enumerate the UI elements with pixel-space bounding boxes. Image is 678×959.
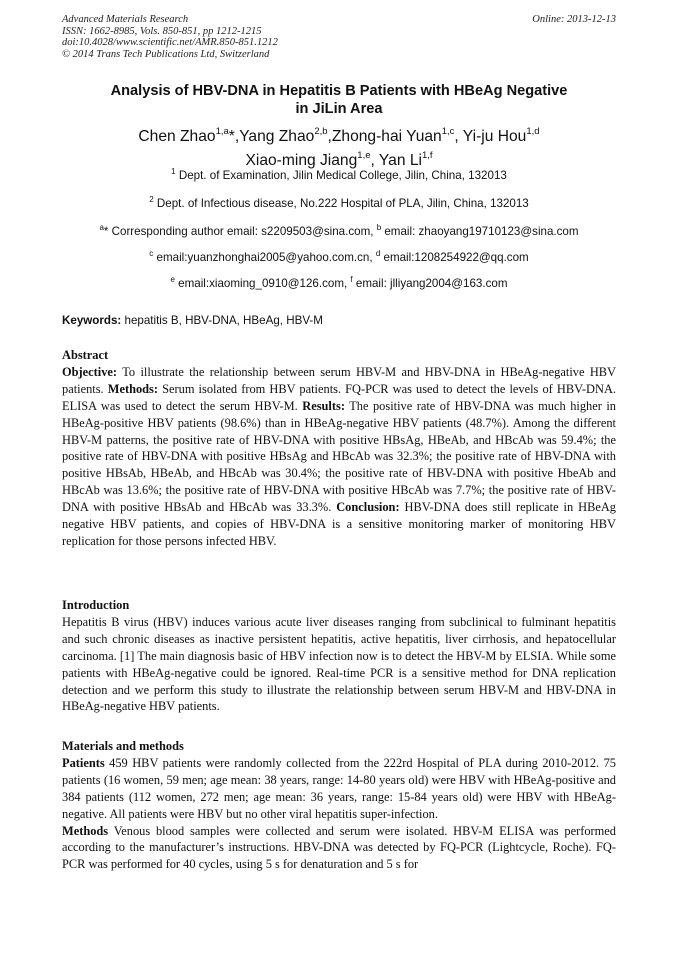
keywords-text: hepatitis B, HBV-DNA, HBeAg, HBV-M [121, 314, 323, 327]
abstract-heading: Abstract [62, 348, 109, 362]
email-text: email:yuanzhonghai2005@yahoo.com.cn, [153, 250, 376, 264]
journal-name: Advanced Materials Research [62, 14, 189, 25]
patients-text: 459 HBV patients were randomly collected from the 222rd Hospital of PLA during 2010-2012. 75 patients (16 women, 59 men; age mean: 38 years, range: 14-80 years old) were HBV with HBeAg-positive and 384 patients (112 women, 272 men; age mean: 36 years, range: 15-84 years old) were HBV with HBeAg-negative. All patients were HBV but no other viral hepatitis super-infection. [62, 755, 616, 821]
abstract-section [62, 347, 616, 550]
author-line-1 [62, 123, 616, 147]
author-name: Xiao-ming Jiang [245, 151, 358, 169]
objective-label: Objective: [62, 364, 118, 379]
journal-doi: doi:10.4028/www.scientific.net/AMR.850-851.1212 [62, 37, 278, 49]
aff-text: Dept. of Examination, Jilin Medical College, Jilin, China, 132013 [175, 168, 507, 182]
patients-label: Patients [62, 755, 105, 770]
aff-text: Dept. of Infectious disease, No.222 Hospital of PLA, Jilin, China, 132013 [153, 196, 529, 210]
conclusion-text: HBV-DNA does still replicate in HBeAg negative HBV patients, and copies of HBV-DNA is a sensitive monitoring marker of monitoring HBV replication for those persons infected HBV. [62, 500, 616, 548]
methods-label: Methods [62, 823, 109, 838]
email-sup: f [350, 275, 353, 284]
author-sep: , [370, 151, 379, 169]
email-text: email: jlliyang2004@163.com [352, 276, 508, 290]
keywords-label: Keywords: [62, 314, 122, 327]
introduction-body: Hepatitis B virus (HBV) induces various acute liver diseases ranging from subclinical to fulminant hepatitis and such chronic diseases as inactive persistent hepatitis, active hepatitis, liver cirrhosis, and hepatocellular carcinoma. [1] The main diagnosis basic of HBV infection now is to detect the HBV-M by ELSIA. While some patients with HBeAg-negative could be ignored. Real-time PCR is a sensitive method for DNA replication detection and we perform this study to illustrate the relationship between serum HBV-M and HBV-DNA in HBeAg-negative HBV patients. [62, 614, 616, 714]
author-name: Chen Zhao [138, 128, 216, 146]
journal-issn: ISSN: 1662-8985, Vols. 850-851, pp 1212-1215 [62, 25, 262, 37]
results-label: Results: [302, 398, 345, 413]
author-name: Yan Li [378, 151, 422, 169]
paper-title [62, 82, 616, 119]
email-sup: b [376, 223, 382, 232]
author-sup: 1,e [357, 149, 371, 161]
materials-section [62, 738, 616, 873]
methods-paragraph [62, 823, 616, 874]
author-sup: 1,d [526, 126, 540, 137]
author-sup: 1,c [441, 126, 455, 137]
author-list [62, 123, 616, 171]
abstract-body [62, 364, 616, 550]
email-text: email:xiaoming_0910@126.com, [174, 276, 351, 290]
corresponding-mark: *, [228, 128, 240, 146]
email-sup: c [149, 249, 154, 258]
journal-header [62, 14, 616, 60]
author-sup: 1,f [421, 149, 433, 161]
author-emails-cd [62, 247, 616, 265]
aff-sup: 2 [149, 195, 154, 204]
affiliation-1 [62, 165, 616, 183]
online-date: Online: 2013-12-13 [532, 14, 616, 25]
conclusion-label: Conclusion: [336, 500, 400, 515]
email-text: email:1208254922@qq.com [380, 250, 529, 264]
author-sep: , [454, 128, 463, 146]
objective-text: To illustrate the relationship between serum HBV-M and HBV-DNA in HBeAg-negative HBV patients. [62, 364, 616, 396]
author-name: Yang Zhao [239, 128, 315, 146]
methods-label: Methods: [107, 381, 158, 396]
results-text: The positive rate of HBV-DNA was much higher in HBeAg-positive HBV patients (98.6%) than in HBeAg-negative HBV patients (48.7%). Among the different HBV-M patterns, the positive rate of HBV-DNA with positive HBsAg, HBeAb, and HBcAb was 59.4%; the positive rate of HBV-DNA with positive HBsAg and HBcAb was 32.3%; the positive rate of HBV-DNA with positive HBsAb, HBeAb, and HBcAb was 30.4%; the positive rate of HBV-DNA with positive HbeAb and HBcAb was 13.6%; the positive rate of HBV-DNA with positive HBcAb was 7.7%; the positive rate of HBV-DNA with positive HBsAb and HBcAb was 33.3%. [62, 398, 616, 515]
patients-paragraph [62, 755, 616, 823]
methods-text: Serum isolated from HBV patients. FQ-PCR was used to detect the levels of HBV-DNA. ELISA was used to detect the serum HBV-M. [62, 381, 616, 413]
aff-sup: 1 [171, 167, 176, 176]
materials-heading: Materials and methods [62, 739, 184, 753]
email-sup: a [99, 223, 104, 232]
keywords [62, 314, 616, 328]
introduction-heading: Introduction [62, 598, 130, 612]
methods-text: Venous blood samples were collected and serum were isolated. HBV-M ELISA was performed according to the manufacturer’s instructions. HBV-DNA was detected by FQ-PCR (Lightcycle, Roche). FQ-PCR was performed for 40 cycles, using 5 s for denaturation and 5 s for [62, 823, 616, 872]
affiliation-2 [62, 193, 616, 211]
author-sup: 1,a [215, 126, 229, 137]
email-sup: e [170, 275, 175, 284]
author-sep: , [327, 128, 332, 146]
author-emails-ef [62, 273, 616, 291]
email-text: * Corresponding author email: s2209503@sina.com, [103, 224, 377, 238]
title-line-1: Analysis of HBV-DNA in Hepatitis B Patients with HBeAg Negative [110, 83, 568, 99]
email-sup: d [375, 249, 381, 258]
author-sup: 2,b [314, 126, 328, 137]
email-text: email: zhaoyang19710123@sina.com [381, 224, 579, 238]
journal-copyright: © 2014 Trans Tech Publications Ltd, Switzerland [62, 48, 270, 60]
author-name: Zhong-hai Yuan [331, 128, 442, 146]
title-line-2: in JiLin Area [295, 101, 383, 118]
author-name: Yi-ju Hou [462, 128, 527, 146]
introduction-section [62, 597, 616, 715]
corresponding-author-emails [62, 221, 616, 239]
